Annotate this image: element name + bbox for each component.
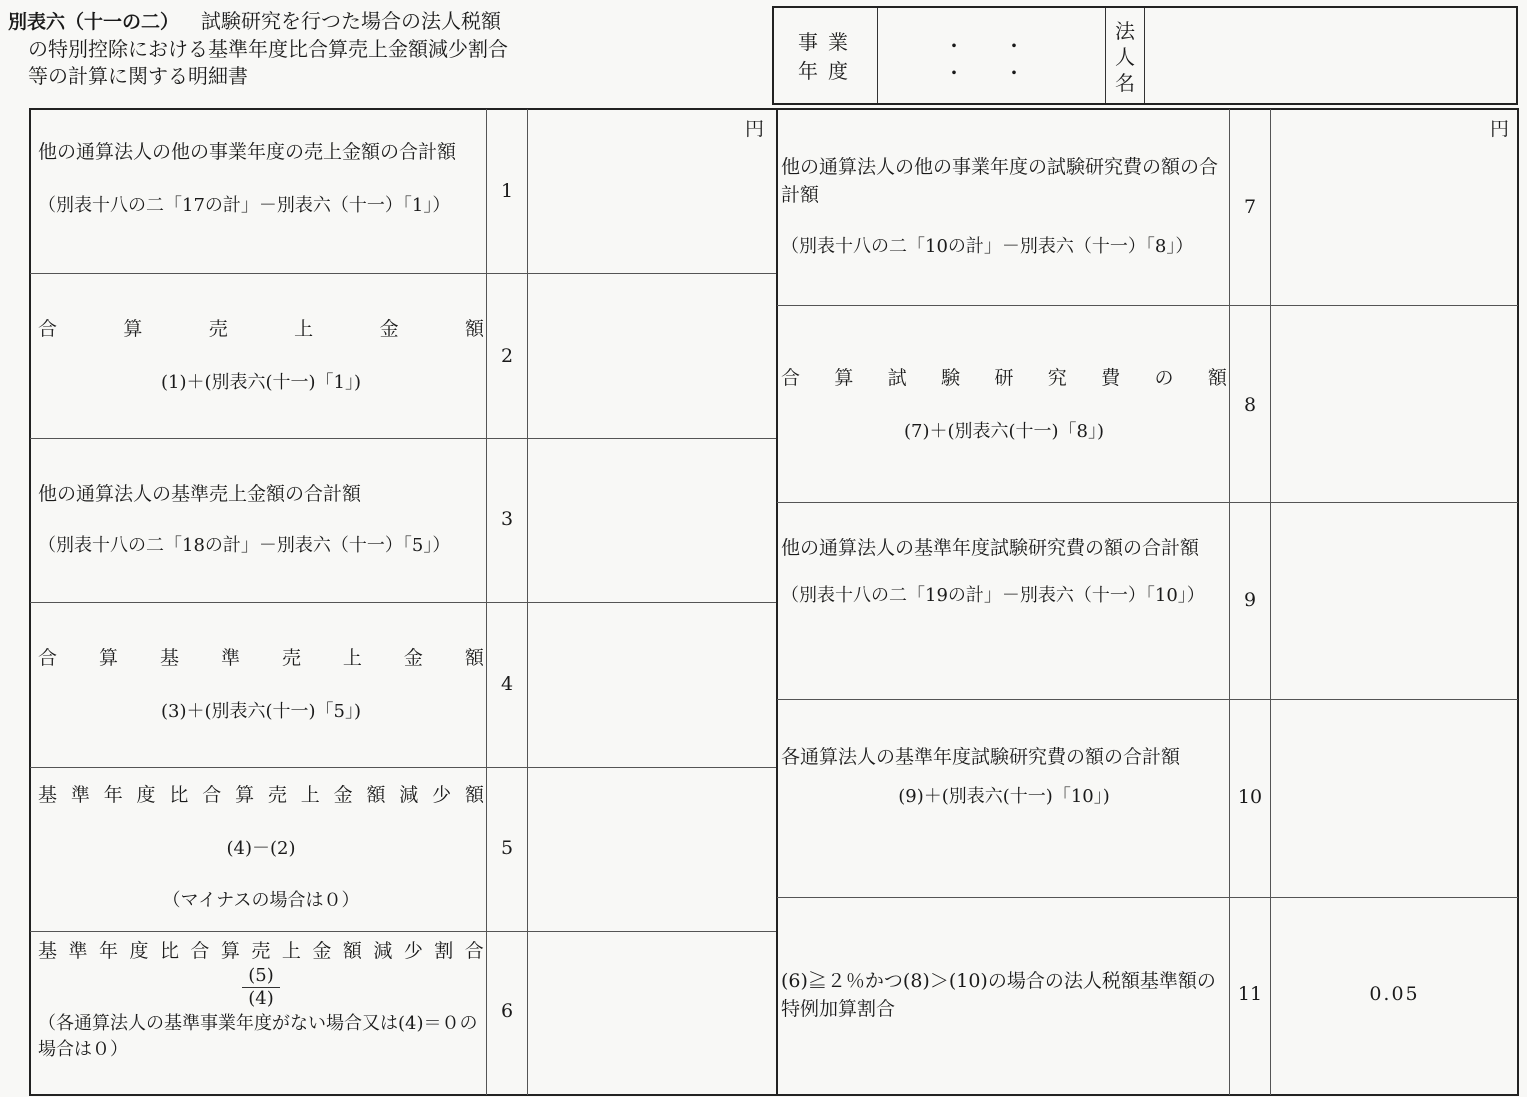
fiscal-year-label-2: 年度 [798,59,858,83]
form-title-line-3: 等の計算に関する明細書 [28,64,248,88]
fiscal-year-end-dots: ・ ・ [944,61,1024,85]
row-1-number: 1 [500,180,514,202]
unit-yen-right: 円 [1490,118,1510,140]
row-9-ref: （別表十八の二「19の計」－別表六（十一）「10」） [781,585,1205,606]
fiscal-year-label-1: 事業 [798,30,858,54]
row-11-label: (6)≧２％かつ(8)＞(10)の場合の法人税額基準額の特例加算割合 [781,970,1216,1020]
row-3-label: 他の通算法人の基準売上金額の合計額 [38,483,362,505]
row-6-fraction-numerator: (5) [242,965,280,988]
row-6-number: 6 [500,1000,514,1022]
corp-name-field[interactable] [1145,8,1516,103]
row-6-fraction [242,965,280,1010]
row-5-note: （マイナスの場合は０） [162,890,360,911]
row-11-number: 11 [1237,983,1263,1005]
row-1-label: 他の通算法人の他の事業年度の売上金額の合計額 [38,141,457,163]
header-box [772,6,1518,105]
form-title-line-1: 試験研究を行つた場合の法人税額 [201,9,502,33]
row-10-label: 各通算法人の基準年度試験研究費の額の合計額 [781,746,1181,768]
row-11-ratio[interactable]: 0.05 [1369,983,1420,1005]
row-7-ref: （別表十八の二「10の計」－別表六（十一）「8」） [781,236,1194,257]
form-title [8,8,748,90]
row-7-number: 7 [1243,196,1257,218]
row-3-number: 3 [500,508,514,530]
corp-name-label-cell [1106,8,1145,103]
row-6-label: 基 準 年 度 比 合 算 売 上 金 額 減 少 割 合 [38,940,484,962]
row-5-number: 5 [500,837,514,859]
row-10-ref: (9)＋(別表六(十一)「10」) [898,786,1110,807]
row-4-number: 4 [500,673,514,695]
form-code: 別表六（十一の二） [8,11,180,33]
row-9-number: 9 [1243,589,1257,611]
row-4-ref: (3)＋(別表六(十一)「5」) [160,701,362,722]
row-2-label: 合 算 売 上 金 額 [38,318,484,340]
fiscal-year-field[interactable] [878,8,1106,103]
row-2-number: 2 [500,345,514,367]
row-9-label: 他の通算法人の基準年度試験研究費の額の合計額 [781,537,1200,559]
form-title-line-2: の特別控除における基準年度比合算売上金額減少割合 [28,37,508,61]
corp-name-label-2: 人 [1115,45,1135,69]
row-6-note: （各通算法人の基準事業年度がない場合又は(4)＝０の場合は０） [38,1013,478,1060]
row-8-label: 合 算 試 験 研 究 費 の 額 [781,367,1227,389]
row-2-ref: (1)＋(別表六(十一)「1」) [160,372,362,393]
row-7-label: 他の通算法人の他の事業年度の試験研究費の額の合計額 [781,156,1219,206]
unit-yen-left: 円 [745,118,765,140]
row-8-number: 8 [1243,394,1257,416]
corp-name-label-3: 名 [1115,71,1135,95]
row-1-ref: （別表十八の二「17の計」－別表六（十一）「1」） [38,195,451,216]
row-4-label: 合 算 基 準 売 上 金 額 [38,647,484,669]
corp-name-label-1: 法 [1115,19,1135,43]
row-8-ref: (7)＋(別表六(十一)「8」) [903,421,1105,442]
row-6-fraction-denominator: (4) [248,988,274,1009]
row-5-label: 基 準 年 度 比 合 算 売 上 金 額 減 少 額 [38,784,484,806]
row-5-ref: (4)－(2) [226,838,296,859]
fiscal-year-start-dots: ・ ・ [944,34,1024,58]
row-10-number: 10 [1237,786,1263,808]
fiscal-year-label-cell [774,8,878,103]
row-3-ref: （別表十八の二「18の計」－別表六（十一）「5」） [38,535,451,556]
